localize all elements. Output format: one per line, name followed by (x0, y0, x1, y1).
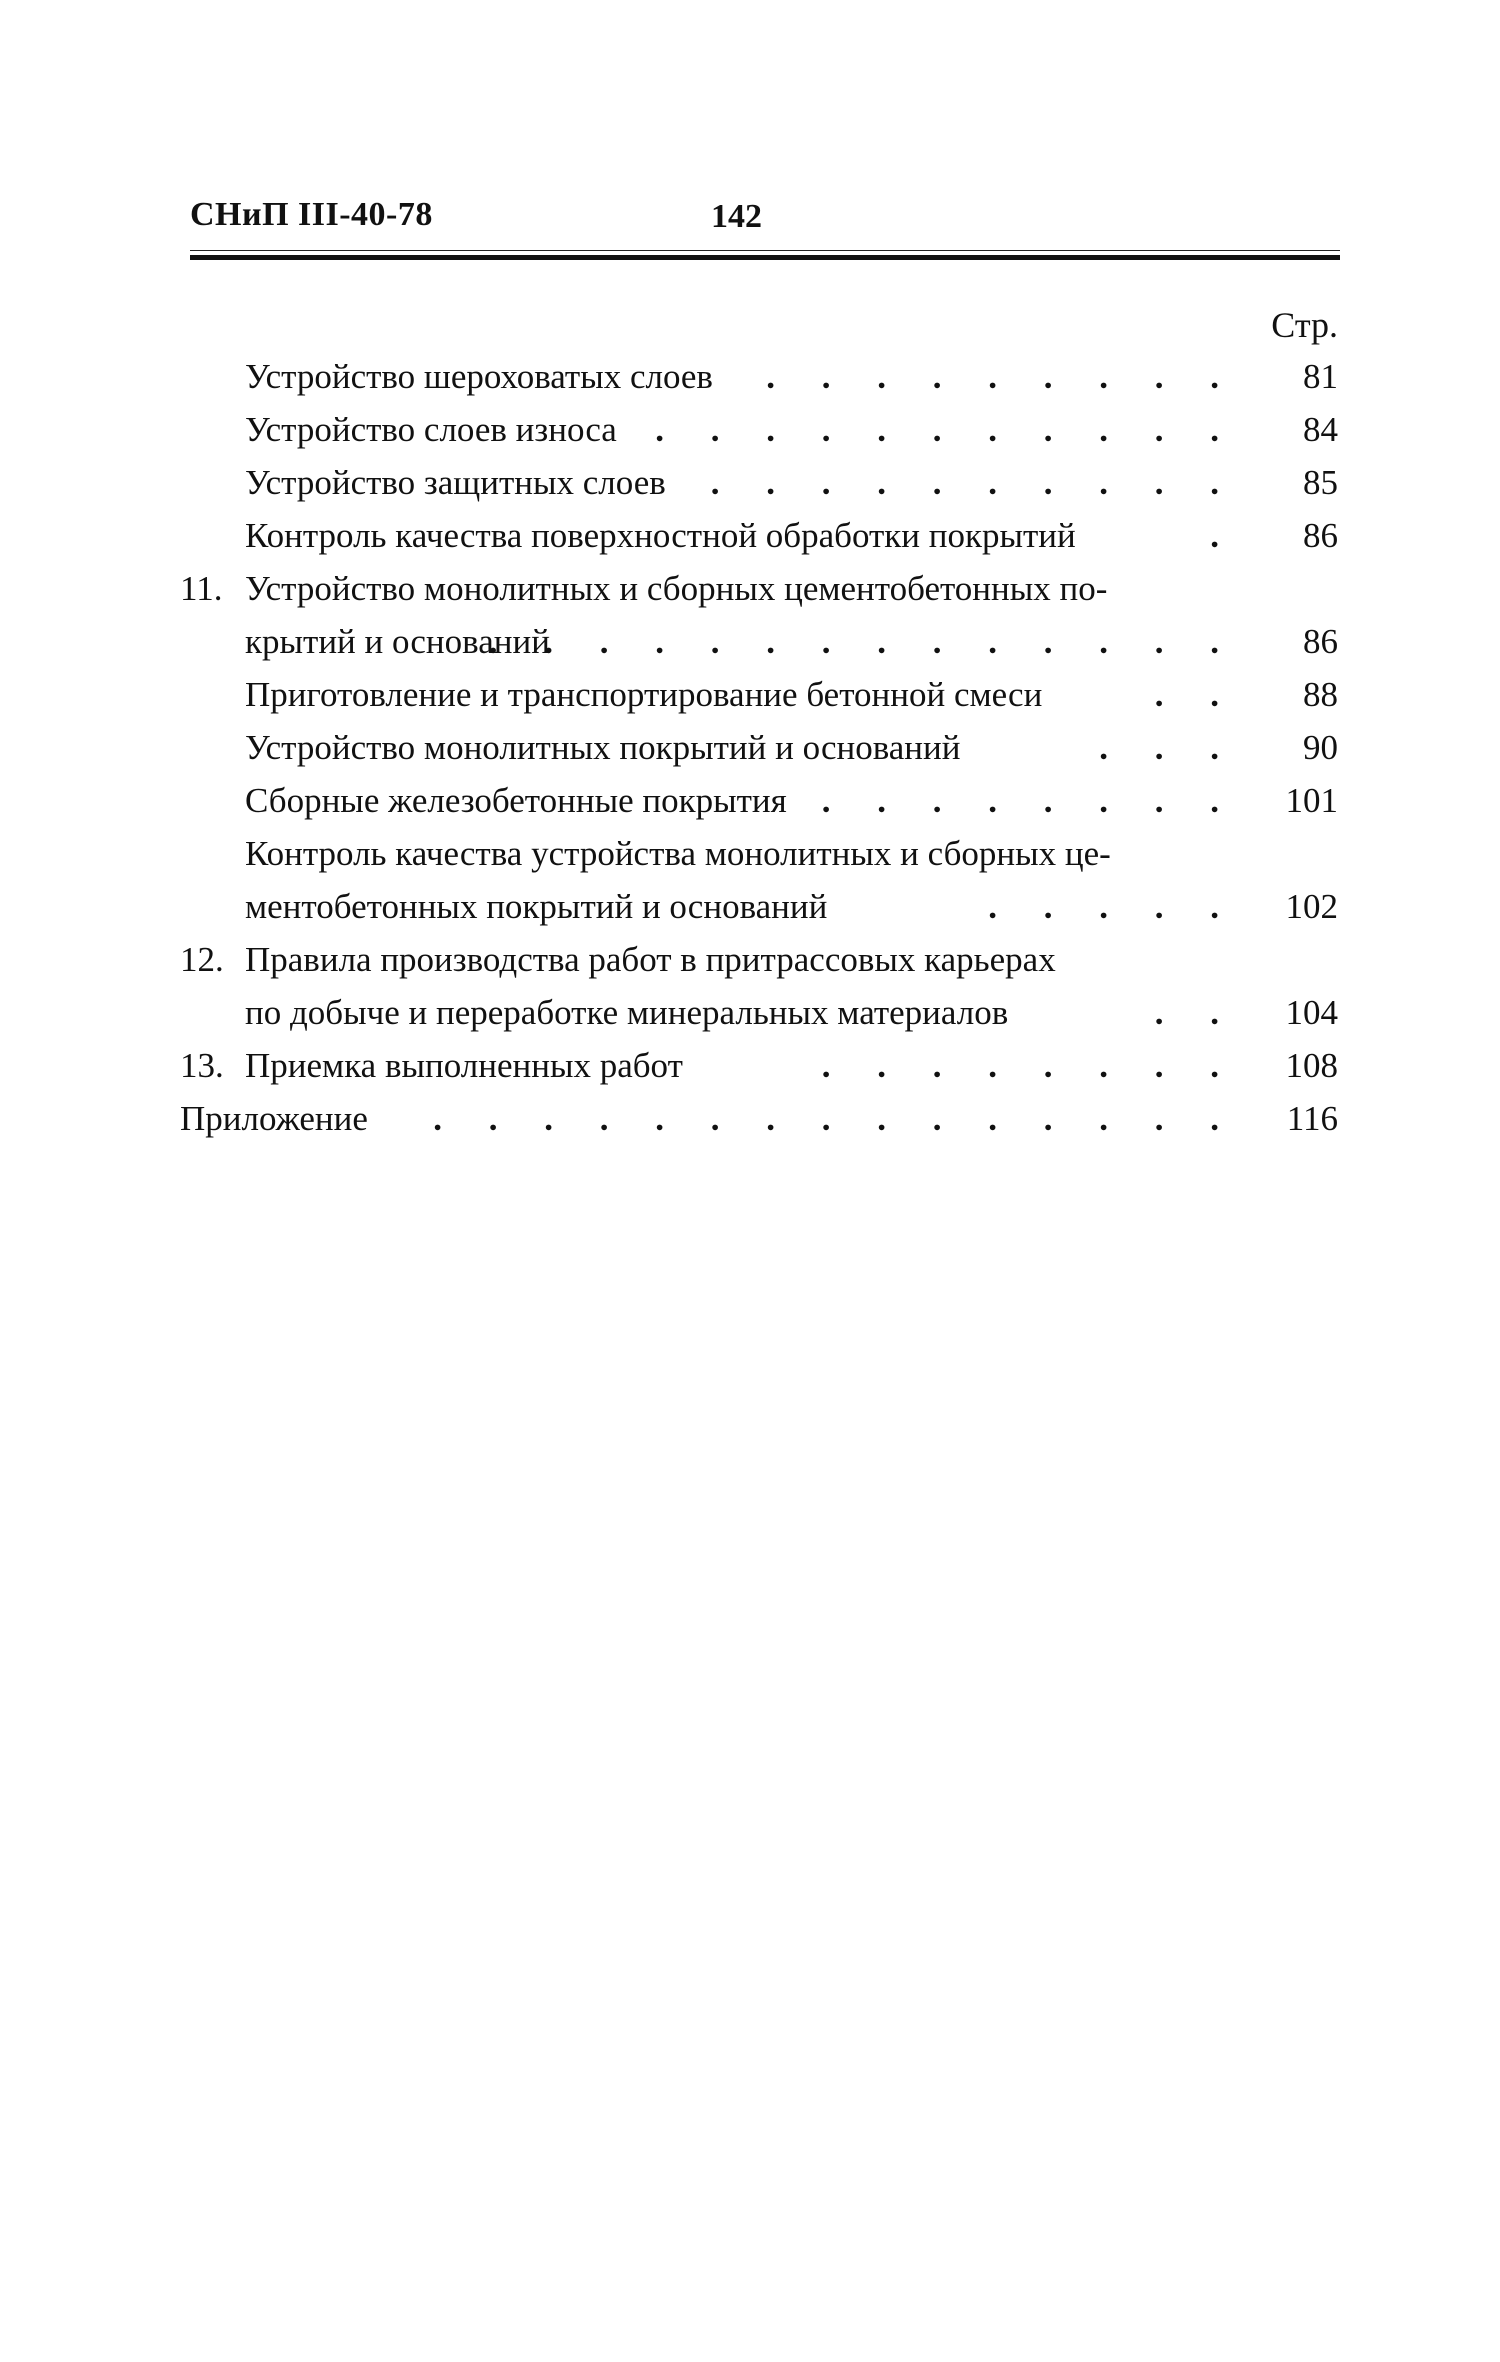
toc-entry (0, 1092, 1500, 1145)
toc-entry-title: Устройство шероховатых слоев (245, 357, 713, 396)
toc-entry-leader: . . . . . . . . . . . (655, 410, 1238, 449)
toc-entry-page: 104 (1285, 993, 1338, 1032)
toc-entry (0, 350, 1500, 403)
toc-entry (0, 403, 1500, 456)
toc-entry-leader: . . . . . . . . . . . . . . (488, 622, 1238, 661)
toc-entry-number: 12. (180, 940, 224, 979)
toc-entry-leader: . . . . . . . . (821, 1046, 1238, 1085)
toc-entry-title: Приемка выполненных работ (245, 1046, 683, 1085)
toc-entry-title: Контроль качества поверхностной обработки покрытий (245, 516, 1076, 555)
toc-entry-title: Устройство монолитных и сборных цементобетонных по- (245, 569, 1108, 608)
toc-entry-leader: . (1210, 516, 1238, 555)
toc-entry-leader: . . (1154, 675, 1238, 714)
page-number: 142 (711, 198, 762, 235)
toc-entry-title: Устройство монолитных покрытий и оснований (245, 728, 961, 767)
toc-entry (0, 827, 1500, 880)
toc-entry-title: крытий и оснований (245, 622, 550, 661)
toc-entry-title: по добыче и переработке минеральных материалов (245, 993, 1009, 1032)
toc-entry-page: 86 (1303, 516, 1338, 555)
toc-entry (0, 986, 1500, 1039)
toc-entry-page: 101 (1285, 781, 1338, 820)
toc-entry-title: Сборные железобетонные покрытия (245, 781, 787, 820)
toc-entry-number: 11. (180, 569, 223, 608)
toc-entry (0, 933, 1500, 986)
toc-entry-page: 88 (1303, 675, 1338, 714)
toc-entry-title: Контроль качества устройства монолитных и сборных це- (245, 834, 1111, 873)
toc-entry-leader: . . . . . (988, 887, 1238, 926)
toc-entry-title: ментобетонных покрытий и оснований (245, 887, 828, 926)
document-code: СНиП III-40-78 (190, 196, 433, 233)
toc-entry-title: Устройство слоев износа (245, 410, 617, 449)
toc-entry (0, 615, 1500, 668)
toc-entry-title: Правила производства работ в притрассовых карьерах (245, 940, 1056, 979)
toc-entry-leader: . . . . . . . . . (766, 357, 1238, 396)
toc-entry-page: 81 (1303, 357, 1338, 396)
page-header (190, 196, 1340, 252)
toc-entry (0, 880, 1500, 933)
toc-entry (0, 562, 1500, 615)
toc-entry-page: 84 (1303, 410, 1338, 449)
toc-entry-page: 116 (1286, 1099, 1338, 1138)
toc-entry-title: Приготовление и транспортирование бетонной смеси (245, 675, 1043, 714)
toc-entry (0, 774, 1500, 827)
header-rule-thick (190, 255, 1340, 260)
toc-entry (0, 509, 1500, 562)
toc-entry-leader: . . . . . . . . . . . . . . . (433, 1099, 1238, 1138)
toc-entry-leader: . . . . . . . . (821, 781, 1238, 820)
toc-entry-page: 85 (1303, 463, 1338, 502)
toc-entry-title: Устройство защитных слоев (245, 463, 666, 502)
table-of-contents (0, 350, 1500, 1145)
header-rule-thin (190, 250, 1340, 251)
toc-entry (0, 456, 1500, 509)
toc-entry-leader: . . . (1099, 728, 1238, 767)
toc-entry-page: 90 (1303, 728, 1338, 767)
toc-entry (0, 668, 1500, 721)
toc-entry-page: 102 (1285, 887, 1338, 926)
toc-entry (0, 1039, 1500, 1092)
toc-entry-leader: . . (1154, 993, 1238, 1032)
page-column-header: Стр. (1271, 305, 1338, 345)
toc-entry-number: 13. (180, 1046, 224, 1085)
toc-entry-leader: . . . . . . . . . . (710, 463, 1238, 502)
toc-entry-page: 86 (1303, 622, 1338, 661)
toc-entry-title: Приложение (180, 1099, 368, 1138)
toc-entry (0, 721, 1500, 774)
toc-entry-page: 108 (1285, 1046, 1338, 1085)
